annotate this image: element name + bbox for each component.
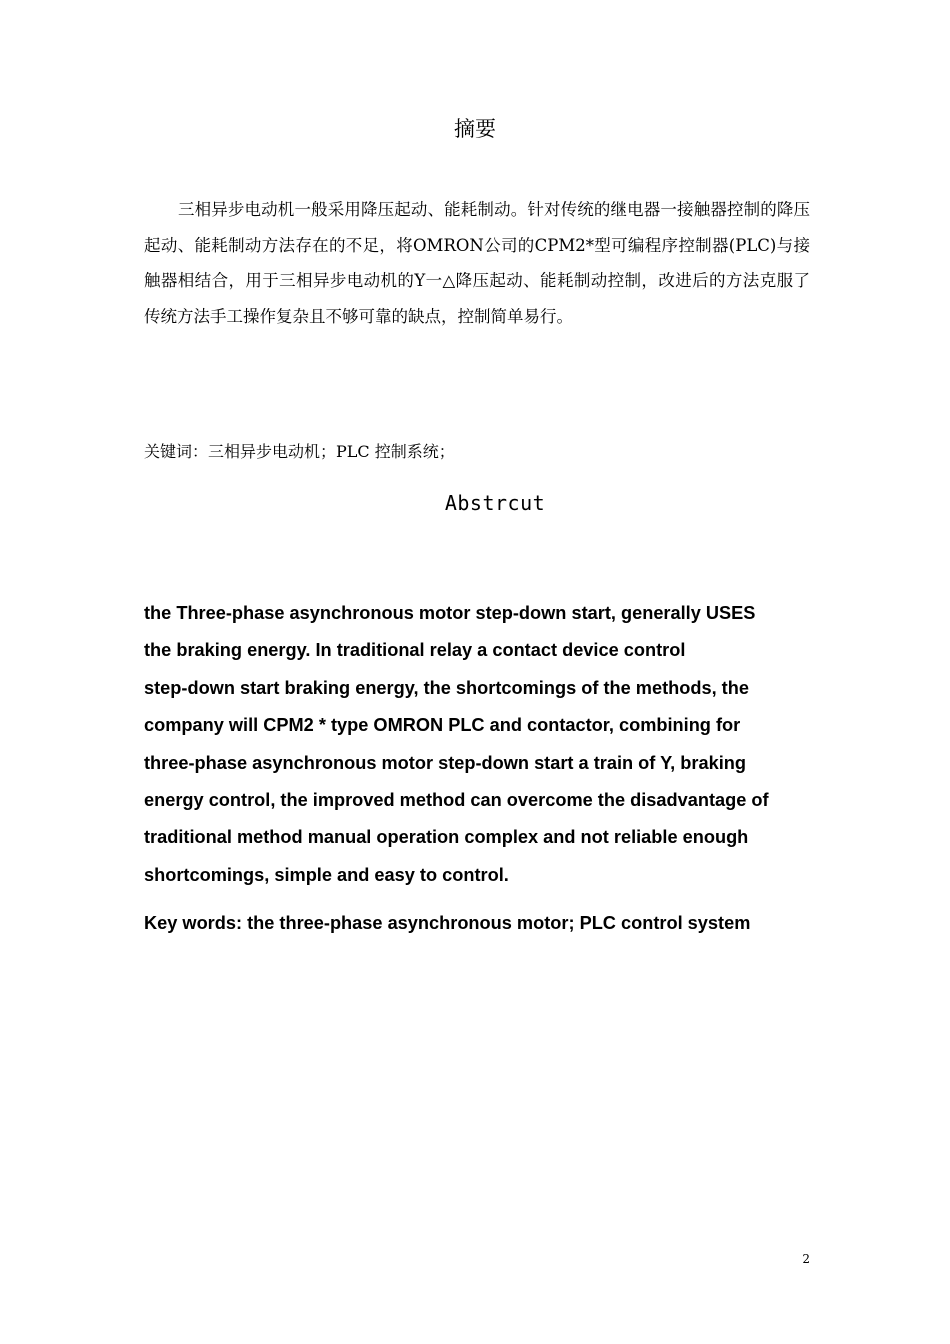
english-abstract-line: the Three-phase asynchronous motor step-down start, generally USES [144,603,756,623]
english-abstract-line: traditional method manual operation complex and not reliable enough [144,827,749,848]
chinese-abstract-paragraph: 三相异步电动机一般采用降压起动、能耗制动。针对传统的继电器一接触器控制的降压起动、能耗制动方法存在的不足，将OMRON公司的CPM2*型可编程序控制器(PLC)与接触器相结合，用于三相异步电动机的Y一△降压起动、能耗制动控制，改进后的方法克服了传统方法手工操作复杂且不够可靠的缺点，控制简单易行。 [144,200,810,326]
english-abstract-heading: Abstrcut [444,491,546,515]
english-abstract-paragraph [144,595,816,894]
english-abstract-line: the braking energy. In traditional relay a contact device control [144,640,686,661]
english-abstract-line: company will CPM2 * type OMRON PLC and contactor, combining for [144,715,741,736]
english-abstract-line: step-down start braking energy, the shortcomings of the methods, the [144,677,749,698]
chinese-abstract-heading: 摘要 [454,117,496,141]
page-number: 2 [802,1252,810,1266]
english-abstract-line: shortcomings, simple and easy to control. [144,864,509,885]
english-keywords: Key words: the three-phase asynchronous motor; PLC control system [144,913,751,933]
chinese-keywords-label: 关键词： [144,442,209,461]
english-abstract-line: energy control, the improved method can overcome the disadvantage of [144,790,769,811]
chinese-keywords [144,438,810,467]
chinese-keywords-value: 三相异步电动机；PLC 控制系统； [208,442,455,461]
english-abstract-line: three-phase asynchronous motor step-down start a train of Y, braking [144,752,746,773]
